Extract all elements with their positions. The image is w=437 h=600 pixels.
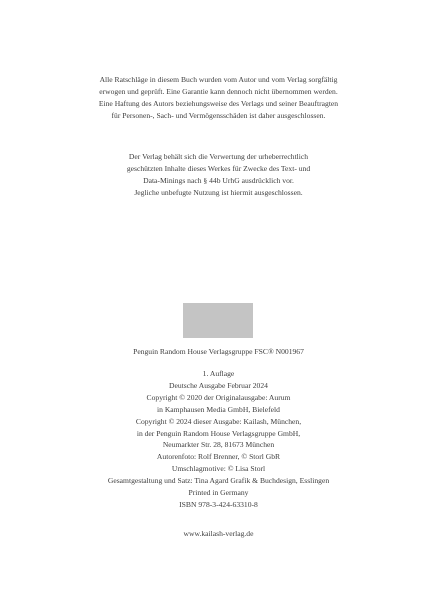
rights-line: Jegliche unbefugte Nutzung ist hiermit ausgeschlossen. (134, 187, 303, 197)
publisher-website (40, 528, 397, 540)
text-data-mining-notice (40, 151, 397, 199)
imprint-line: Deutsche Ausgabe Februar 2024 (169, 380, 268, 390)
imprint-line: 1. Auflage (202, 369, 235, 378)
imprint-line: Copyright © 2024 dieser Ausgabe: Kailash, München, (135, 416, 302, 426)
liability-disclaimer (40, 74, 397, 122)
disclaimer-line: für Personen-, Sach- und Vermögensschäden ist daher ausgeschlossen. (111, 110, 326, 120)
imprint-line: Umschlagmotive: © Lisa Storl (171, 464, 266, 474)
fsc-logo-placeholder (183, 303, 253, 338)
fsc-publisher-line (40, 346, 397, 358)
website-url: www.kailash-verlag.de (183, 529, 254, 538)
imprint-line: in Kamphausen Media GmbH, Bielefeld (157, 404, 280, 414)
rights-line: Der Verlag behält sich die Verwertung der urheberrechtlich (128, 152, 309, 161)
disclaimer-line: erwogen und geprüft. Eine Garantie kann dennoch nicht übernommen werden. (99, 86, 338, 96)
imprint-details (40, 368, 397, 511)
imprint-line: Gesamtgestaltung und Satz: Tina Agard Grafik & Buchdesign, Esslingen (107, 476, 330, 486)
imprint-line: Autorenfoto: Rolf Brenner, © Storl GbR (156, 452, 281, 462)
rights-line: geschützten Inhalte dieses Werkes für Zwecke des Text- und (126, 163, 311, 173)
imprint-line: Copyright © 2020 der Originalausgabe: Aurum (146, 392, 291, 402)
disclaimer-line: Eine Haftung des Autors beziehungsweise des Verlags und seiner Beauftragten (98, 98, 339, 108)
imprint-line: Neumarkter Str. 28, 81673 München (162, 440, 275, 450)
imprint-line: ISBN 978-3-424-63310-8 (179, 499, 258, 509)
imprint-line: in der Penguin Random House Verlagsgruppe GmbH, (136, 428, 301, 438)
imprint-line: Printed in Germany (188, 488, 249, 498)
rights-line: Data-Minings nach § 44b UrhG ausdrücklich vor. (143, 175, 294, 185)
disclaimer-line: Alle Ratschläge in diesem Buch wurden vom Autor und vom Verlag sorgfältig (99, 75, 338, 84)
publisher-line-text: Penguin Random House Verlagsgruppe FSC® N001967 (133, 347, 304, 356)
